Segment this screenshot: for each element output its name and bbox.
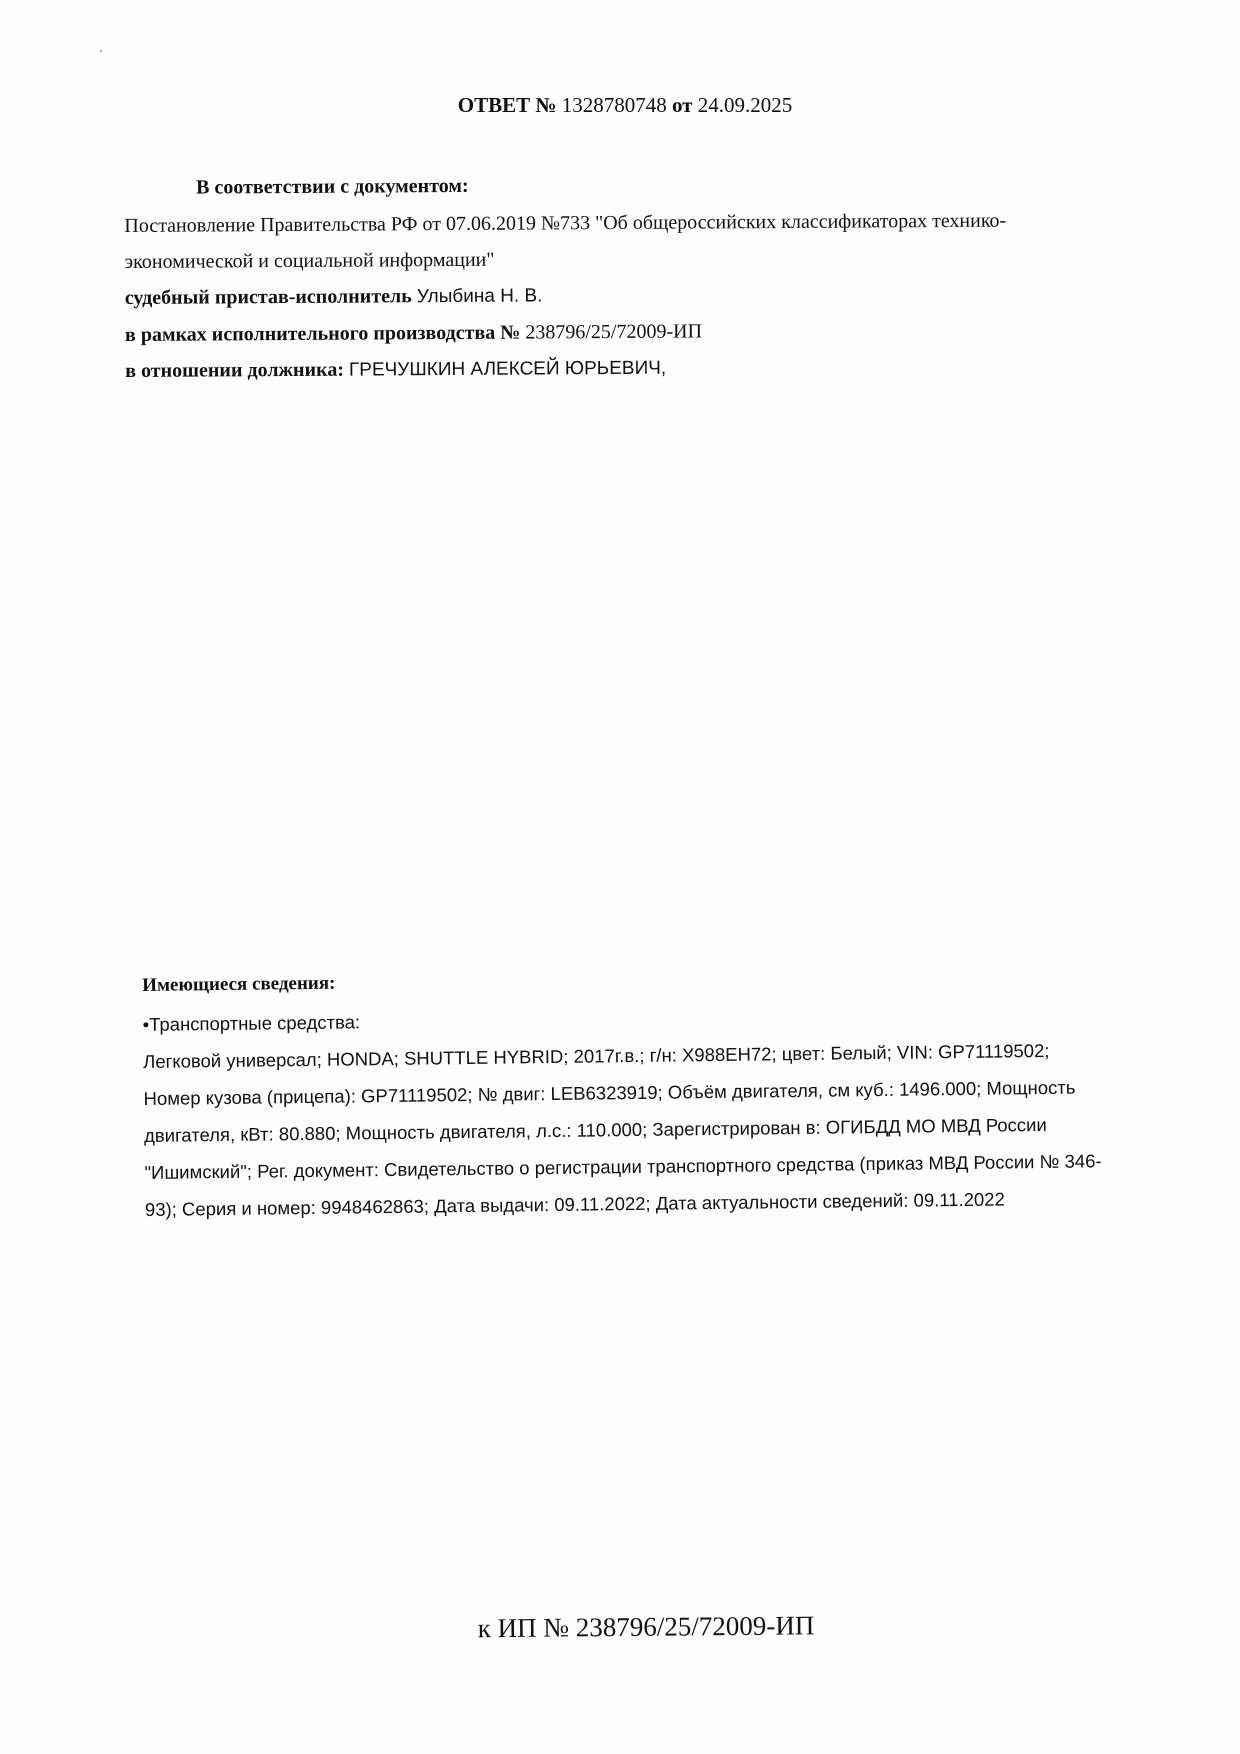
scan-speck xyxy=(100,50,102,52)
title-date-prefix: от xyxy=(671,93,693,117)
bailiff-label: судебный пристав-исполнитель xyxy=(124,285,412,309)
basis-section xyxy=(124,164,1125,390)
document-title xyxy=(0,93,1240,118)
available-info-section xyxy=(142,955,1105,1228)
debtor-label: в отношении должника: xyxy=(125,358,345,382)
proceeding-number: 238796/25/72009-ИП xyxy=(525,320,703,344)
debtor-name: ГРЕЧУШКИН АЛЕКСЕЙ ЮРЬЕВИЧ, xyxy=(348,357,667,381)
document-reference-line-1: Постановление Правительства РФ от 07.06.2019 №733 "Об общероссийских классификаторах технико- xyxy=(124,209,1007,237)
vehicle-details: Легковой универсал; HONDA; SHUTTLE HYBRID; 2017г.в.; г/н: Х988ЕН72; цвет: Белый; VIN: GP71119502; Номер кузова (прицепа): GP71119502; № двиг: LEB6323919; Объём двигателя, см куб.: 1496.000; Мощность двигателя, кВт: 80.880; Мощность двигателя, л.с.: 110.000; Зарегистрирован в: ОГИБДД МО МВД России "Ишимский"; Рег. документ: Свидетельство о регистрации транспортного средства (приказ МВД России № 346-93); Серия и номер: 9948462863; Дата выдачи: 09.11.2022; Дата актуальности сведений: 09.11.2022 xyxy=(143,1039,1102,1220)
title-number: 1328780748 xyxy=(561,93,667,117)
proceeding-line xyxy=(125,311,1125,353)
bailiff-line xyxy=(125,274,1125,317)
bailiff-name: Улыбина Н. В. xyxy=(416,285,543,308)
title-prefix: ОТВЕТ № xyxy=(457,93,557,117)
document-reference-line-2: экономической и социальной информации" xyxy=(124,248,495,273)
footer-proceeding-reference: к ИП № 238796/25/72009-ИП xyxy=(477,1610,815,1644)
info-category: •Транспортные средства: xyxy=(142,1011,361,1035)
debtor-line xyxy=(125,347,1125,390)
title-date: 24.09.2025 xyxy=(697,93,793,117)
available-info-heading: Имеющиеся сведения: xyxy=(142,972,336,996)
proceeding-label: в рамках исполнительного производства № xyxy=(124,321,521,346)
basis-heading: В соответствии с документом: xyxy=(196,174,469,199)
